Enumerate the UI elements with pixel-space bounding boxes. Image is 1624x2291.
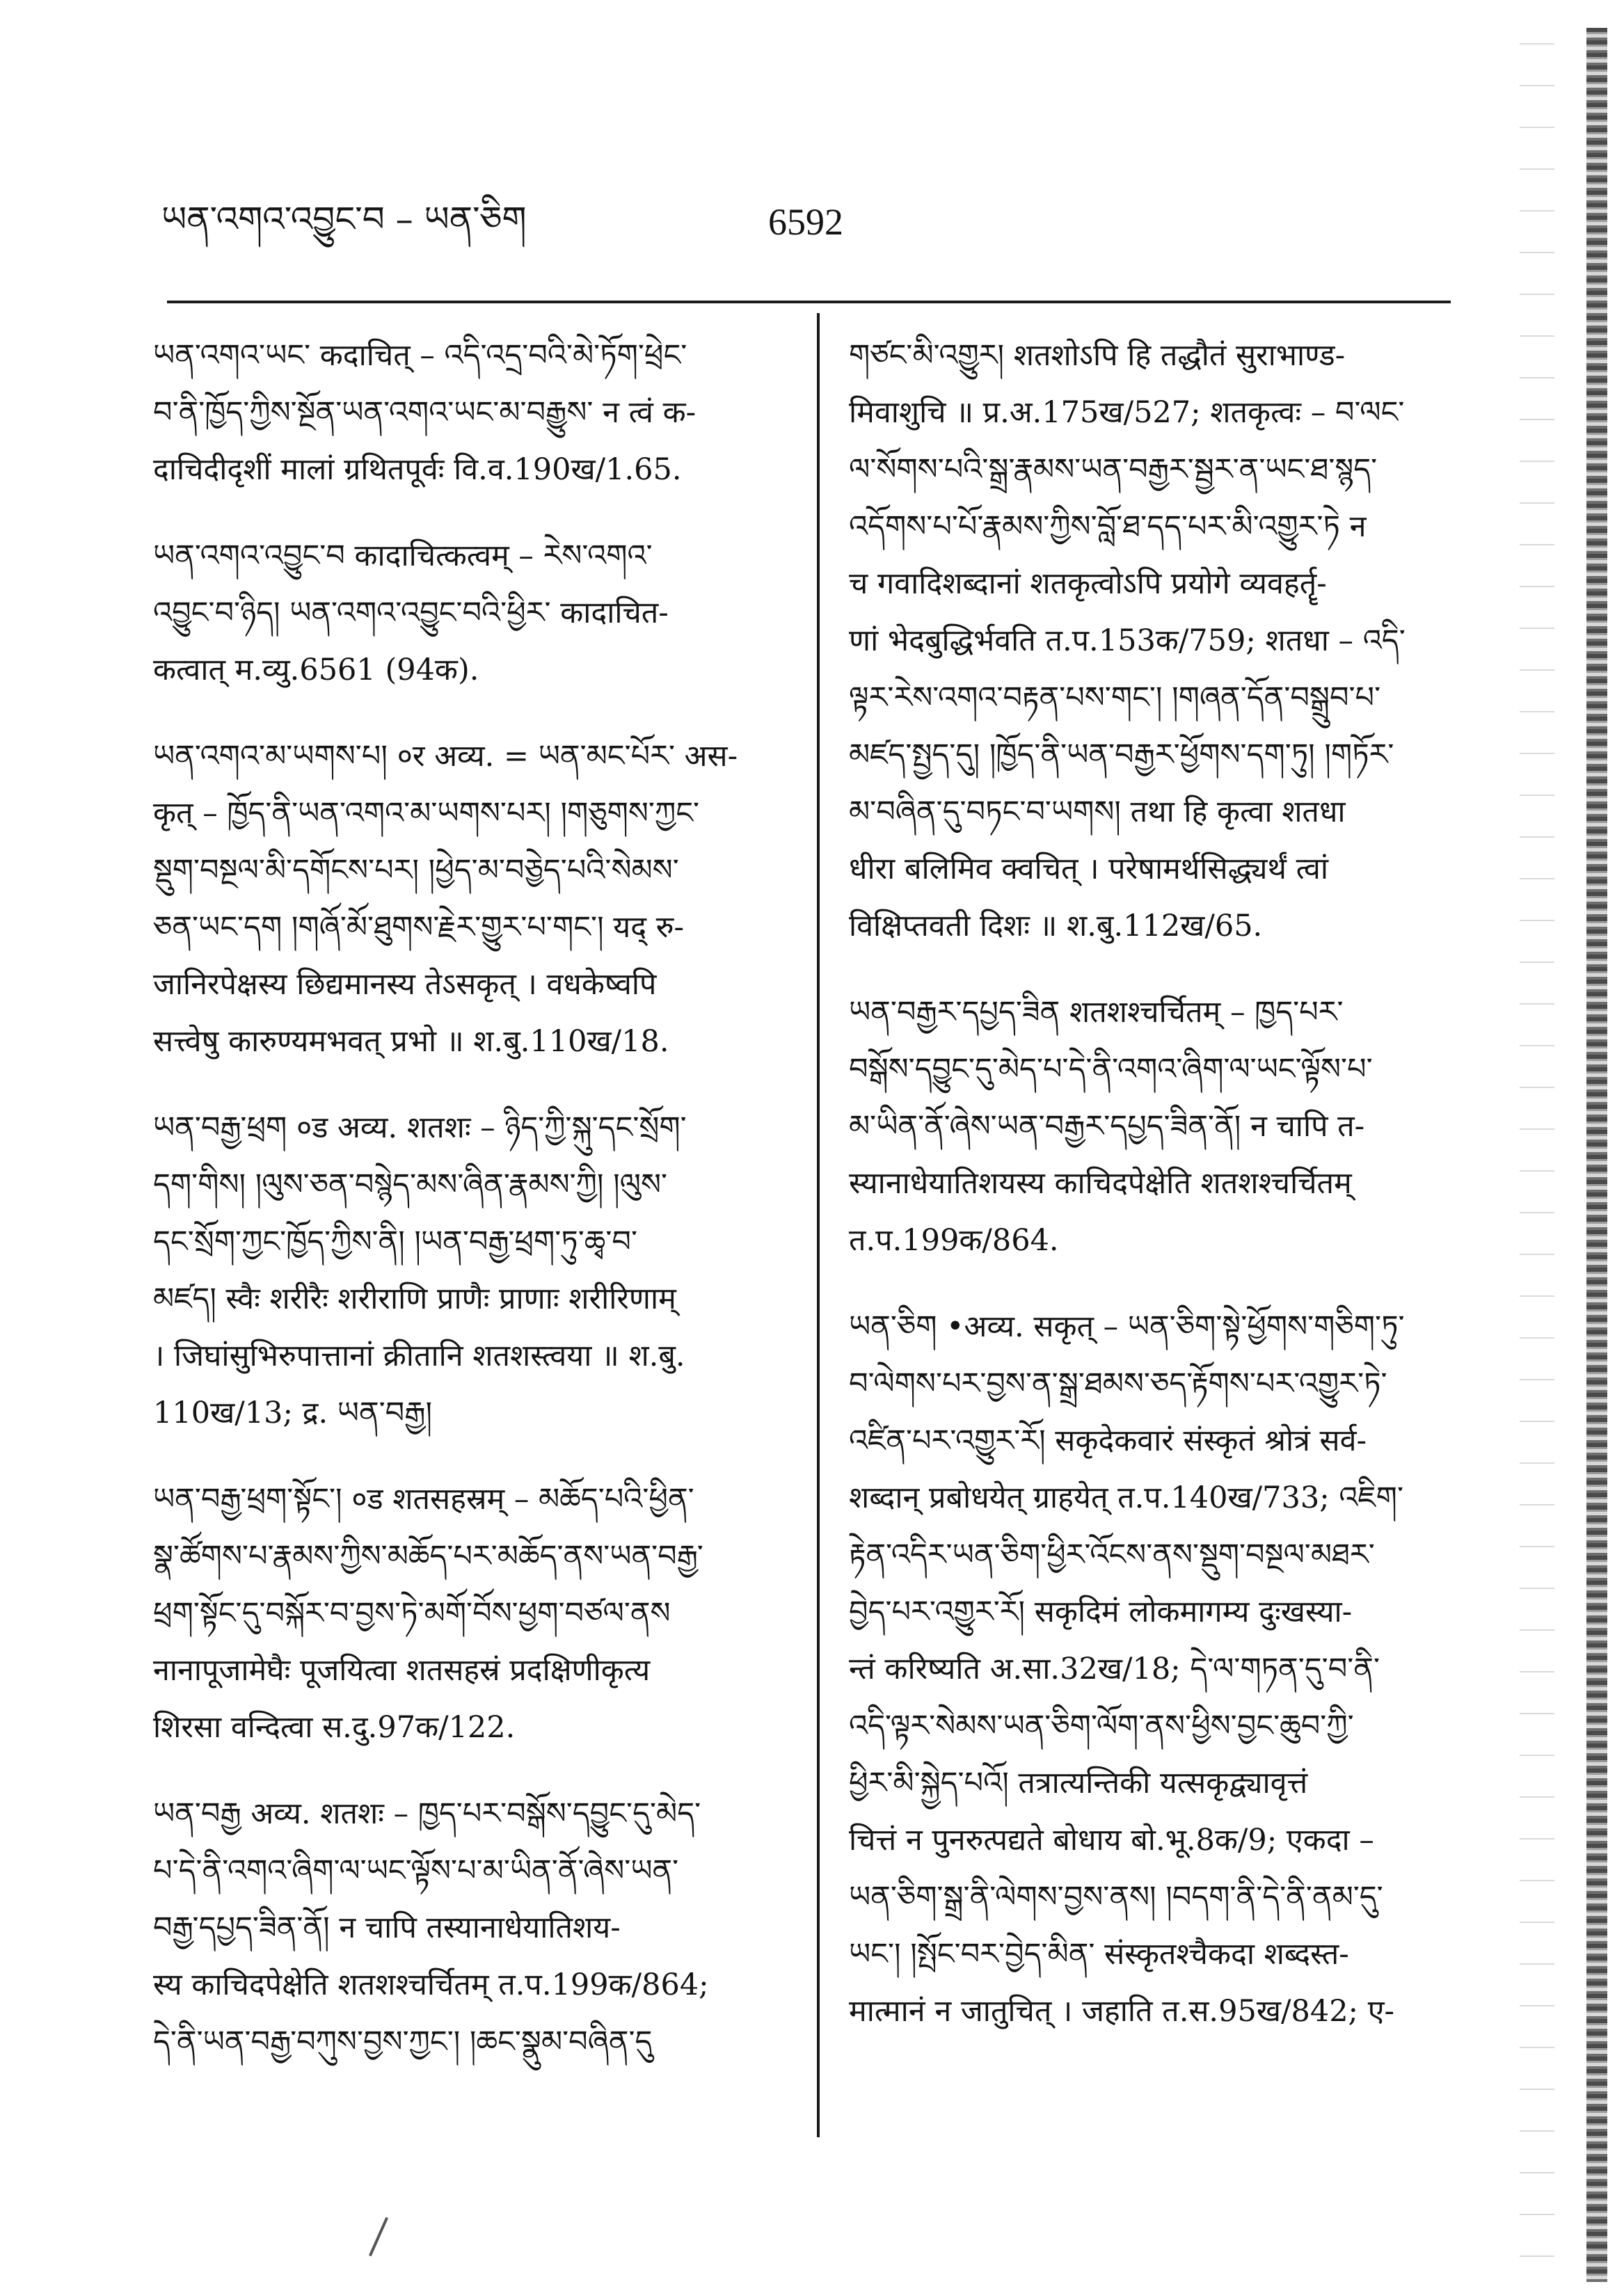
left-column — [153, 327, 779, 2100]
entry-line: विक्षिप्तवती दिशः ॥ श.बु.112ख/65. — [849, 909, 1263, 943]
entry-line: དང་སྲོག་ཀྱང་ཁྱོད་ཀྱིས་ནི། །ཡན་བརྒྱ་ཕྲག་ཏུ་ཆྭ་བ་ — [153, 1224, 637, 1259]
entry-line: ཕྱིར་མི་སྐྱེད་པའོ། तत्रात्यन्तिकी यत्सकृद्व्यावृत्तं — [849, 1766, 1308, 1801]
entry-line: དག་གིས། །ལུས་ཅན་བསྙེད་མས་ཞིན་རྣམས་ཀྱི། །ལུས་ — [153, 1167, 668, 1202]
entry-line: ཡན་ཅིག •अव्य. सकृत् – ཡན་ཅིག་སྟེ་ཕྱོགས་གཅིག་ཏུ་ — [849, 1309, 1405, 1344]
dictionary-entry — [153, 728, 779, 1070]
pen-mark — [369, 2217, 388, 2256]
right-column — [849, 327, 1461, 2069]
dictionary-entry — [153, 327, 779, 498]
entry-line: न्तं करिष्यति अ.सा.32ख/18; དེ་ལ་གཏན་དུ་བ་ནི་ — [849, 1652, 1380, 1686]
entry-line: སྣ་ཚོགས་པ་རྣམས་ཀྱིས་མཆོད་པར་མཆོད་ནས་ཡན་བརྒྱ་ — [153, 1539, 703, 1574]
entry-line: ཡན་འགའ་འབྱུང་བ कादाचित्कत्वम् – རེས་འགའ་ — [153, 538, 653, 573]
entry-line: ཡན་བརྒྱ་ཕྲག་སྟོང་། ०ड शतसहस्रम् – མཆོད་པའི་ཕྱིན་ — [153, 1482, 694, 1517]
dictionary-entry — [153, 1099, 779, 1442]
entry-line: नानापूजामेघैः पूजयित्वा शतसहस्रं प्रदक्षिणीकृत्य — [153, 1653, 651, 1688]
scan-noise — [1520, 28, 1554, 2282]
entry-line: स्य काचिदपेक्षेति शतशश्चर्चितम् त.प.199क/864; — [153, 1967, 709, 2002]
entry-line: कत्वात् म.व्यु.6561 (94क). — [153, 653, 479, 687]
entry-line: दाचिदीदृशीं मालां ग्रथितपूर्वः वि.व.190ख/1.65. — [153, 452, 682, 487]
entry-line: त.प.199क/864. — [849, 1223, 1059, 1258]
dictionary-entry — [153, 1785, 779, 2070]
entry-line: མཛད། स्वैः शरीरैः शरीराणि प्राणैः प्राणाः शरीरिणाम् — [153, 1282, 676, 1316]
entry-line: གཙང་མི་འགྱུར། शतशोऽपि हि तद्धौतं सुराभाण्ड- — [849, 338, 1346, 373]
entry-line: ཡན་བརྒྱ अव्य. शतशः – ཁྱད་པར་བསྒོས་དབྱུང་དུ་མེད་ — [153, 1796, 701, 1831]
entry-line: འདོགས་པ་པོ་རྣམས་ཀྱིས་བློ་ཐ་དད་པར་མི་འགྱུར་ཏེ न — [849, 509, 1367, 544]
entry-line: འཛིན་པར་འགྱུར་རོ། सकृदेकवारं संस्कृतं श्रोत्रं सर्व- — [849, 1423, 1367, 1458]
entry-line: सत्त्वेषु कारुण्यमभवत् प्रभो ॥ श.बु.110ख/18. — [153, 1024, 669, 1059]
entry-line: རྟེན་འདིར་ཡན་ཅིག་ཕྱིར་འོངས་ནས་སྡུག་བསྔལ་མཐར་ — [849, 1538, 1375, 1572]
entry-line: मिवाशुचि ॥ प्र.अ.175ख/527; शतकृत्वः – བ་ལང་ — [849, 395, 1405, 430]
entry-line: णां भेदबुद्धिर्भवति त.प.153क/759; शतधा – འདི་ — [849, 623, 1406, 658]
dictionary-entry — [849, 984, 1461, 1269]
entry-line: ཡན་འགའ་མ་ཡགས་པ། ०र अव्य. = ཡན་མང་པོར་ अस- — [153, 739, 738, 774]
dictionary-entry — [153, 1471, 779, 1756]
page-number: 6592 — [768, 201, 843, 243]
entry-line: ཡན་བརྒྱ་ཕྲག ०ड अव्य. शतशः – ཉིད་ཀྱི་སྐུ་དང་སྲོག་ — [153, 1110, 687, 1145]
dictionary-entry — [153, 527, 779, 699]
entry-line: शिरसा वन्दित्वा स.दु.97क/122. — [153, 1710, 516, 1745]
entry-line: ཡན་འགའ་ཡང་ कदाचित् – འདི་འདྲ་བའི་མེ་ཏོག་ཕྲེང་ — [153, 338, 687, 373]
entry-line: धीरा बलिमिव क्वचित् । परेषामर्थसिद्ध्यर्थं त्वां — [849, 852, 1329, 886]
entry-line: ཅན་ཡང་དག །གཞོ་མོ་ཐུགས་རྗེར་གྱུར་པ་གང་། यद् रु- — [153, 910, 684, 945]
entry-line: मात्मानं न जातुचित् । जहाति त.स.95ख/842; ए- — [849, 1994, 1395, 2029]
entry-line: འདི་ལྟར་སེམས་ཡན་ཅིག་ལོག་ནས་ཕྱིས་བྱང་ཆུབ་ཀྱི་ — [849, 1709, 1354, 1743]
entry-line: ཕྲག་སྟོང་དུ་བསྐོར་བ་བྱས་ཏེ་མགོ་བོས་ཕྱག་བཙལ་ནས — [153, 1596, 671, 1631]
entry-line: स्यानाधेयातिशयस्य काचिदपेक्षेति शतशश्चर्चितम् — [849, 1166, 1352, 1201]
entry-line: འབྱུང་བ་ཉིད། ཡན་འགའ་འབྱུང་བའི་ཕྱིར་ कादाचित- — [153, 596, 669, 630]
entry-line: བྱེད་པར་འགྱུར་རོ། सकृदिमं लोकमागम्य दुःखस्या- — [849, 1595, 1353, 1629]
dictionary-entry — [849, 327, 1461, 955]
entry-line: པ་དེ་ནི་འགའ་ཞིག་ལ་ཡང་ལྟོས་པ་མ་ཡིན་ནོ་ཞེས་ཡན་ — [153, 1853, 679, 1888]
entry-line: བ་ལེགས་པར་བྱས་ན་སྒྲ་ཐམས་ཅད་རྟོགས་པར་འགྱུར་ཏེ་ — [849, 1366, 1387, 1401]
entry-line: མ་བཞིན་དུ་བཏང་བ་ཡགས། तथा हि कृत्वा शतधा — [849, 795, 1346, 829]
entry-line: 110ख/13; द्र. ཡན་བརྒྱ། — [153, 1396, 433, 1430]
entry-line: ཡན་བརྒྱར་དཔྱད་ཟིན शतशश्चर्चितम् – ཁྱད་པར་ — [849, 995, 1344, 1030]
entry-line: ཡན་ཅིག་སྒྲ་ནི་ལེགས་བྱས་ནས། །བདག་ནི་དེ་ནི་ནམ་དུ་ — [849, 1880, 1383, 1915]
entry-line: སྡུག་བསྔལ་མི་དགོངས་པར། །ཕྱེད་མ་བཅྱེད་པའི་སེམས་ — [153, 853, 679, 888]
scan-edge-shading — [1586, 28, 1607, 2282]
entry-line: शब्दान् प्रबोधयेत् ग्राहयेत् त.प.140ख/733; འཇིག་ — [849, 1480, 1403, 1515]
entry-line: བརྒྱ་དཔྱད་ཟིན་ནོ། न चापि तस्यानाधेयातिशय- — [153, 1910, 621, 1945]
entry-line: དེ་ནི་ཡན་བརྒྱ་བཀུས་བྱས་ཀྱང་། །ཆང་སྣུམ་བཞིན་དུ — [153, 2025, 653, 2059]
header-rule — [167, 301, 1451, 303]
entry-line: ལ་སོགས་པའི་སྒྲ་རྣམས་ཡན་བརྒྱར་སྦྱར་ན་ཡང་ཐ་སྙད་ — [849, 452, 1378, 487]
entry-line: कृत् – ཁྱོད་ནི་ཡན་འགའ་མ་ཡགས་པར། །གཅུགས་ཀྱང་ — [153, 796, 700, 831]
entry-line: མཛད་སྤྱད་དུ། །ཁྱོད་ནི་ཡན་བརྒྱར་ཕྱོགས་དག་ཏུ། །གཏོར་ — [849, 737, 1394, 772]
entry-line: । जिघांसुभिरुपात्तानां क्रीतानि शतशस्त्वया ॥ श.बु. — [153, 1339, 685, 1373]
entry-line: མ་ཡིན་ནོ་ཞེས་ཡན་བརྒྱར་དཔྱད་ཟིན་ནོ། न चापि त- — [849, 1109, 1365, 1144]
entry-line: ལྟར་རེས་འགའ་བརྟན་པས་གང་། །གཞན་དོན་བསྒྲུབ་པ་ — [849, 680, 1381, 715]
entry-line: जानिरपेक्षस्य छिद्यमानस्य तेऽसकृत् । वधकेष्वपि — [153, 967, 657, 1002]
entry-line: བསྒོས་དབྱུང་དུ་མེད་པ་དེ་ནི་འགའ་ཞིག་ལ་ཡང་ལྟོས་པ་ — [849, 1052, 1373, 1087]
entry-line: ཡང་། །སྤོང་བར་བྱེད་མིན་ संस्कृतश्चैकदा शब्दस्त- — [849, 1937, 1349, 1972]
running-head: ཡན་འགའ་འབྱུང་བ – ཡན་ཅིག — [161, 199, 527, 239]
entry-line: चित्तं न पुनरुत्पद्यते बोधाय बो.भू.8क/9; एकदा – — [849, 1823, 1374, 1858]
dictionary-entry — [849, 1298, 1461, 2040]
entry-line: च गवादिशब्दानां शतकृत्वोऽपि प्रयोगे व्यवहर्तॄ- — [849, 566, 1327, 601]
column-divider — [817, 313, 820, 2137]
entry-line: བ་ནི་ཁྱོད་ཀྱིས་སྔོན་ཡན་འགའ་ཡང་མ་བརྒྱུས་ न त्वं क- — [153, 395, 696, 430]
